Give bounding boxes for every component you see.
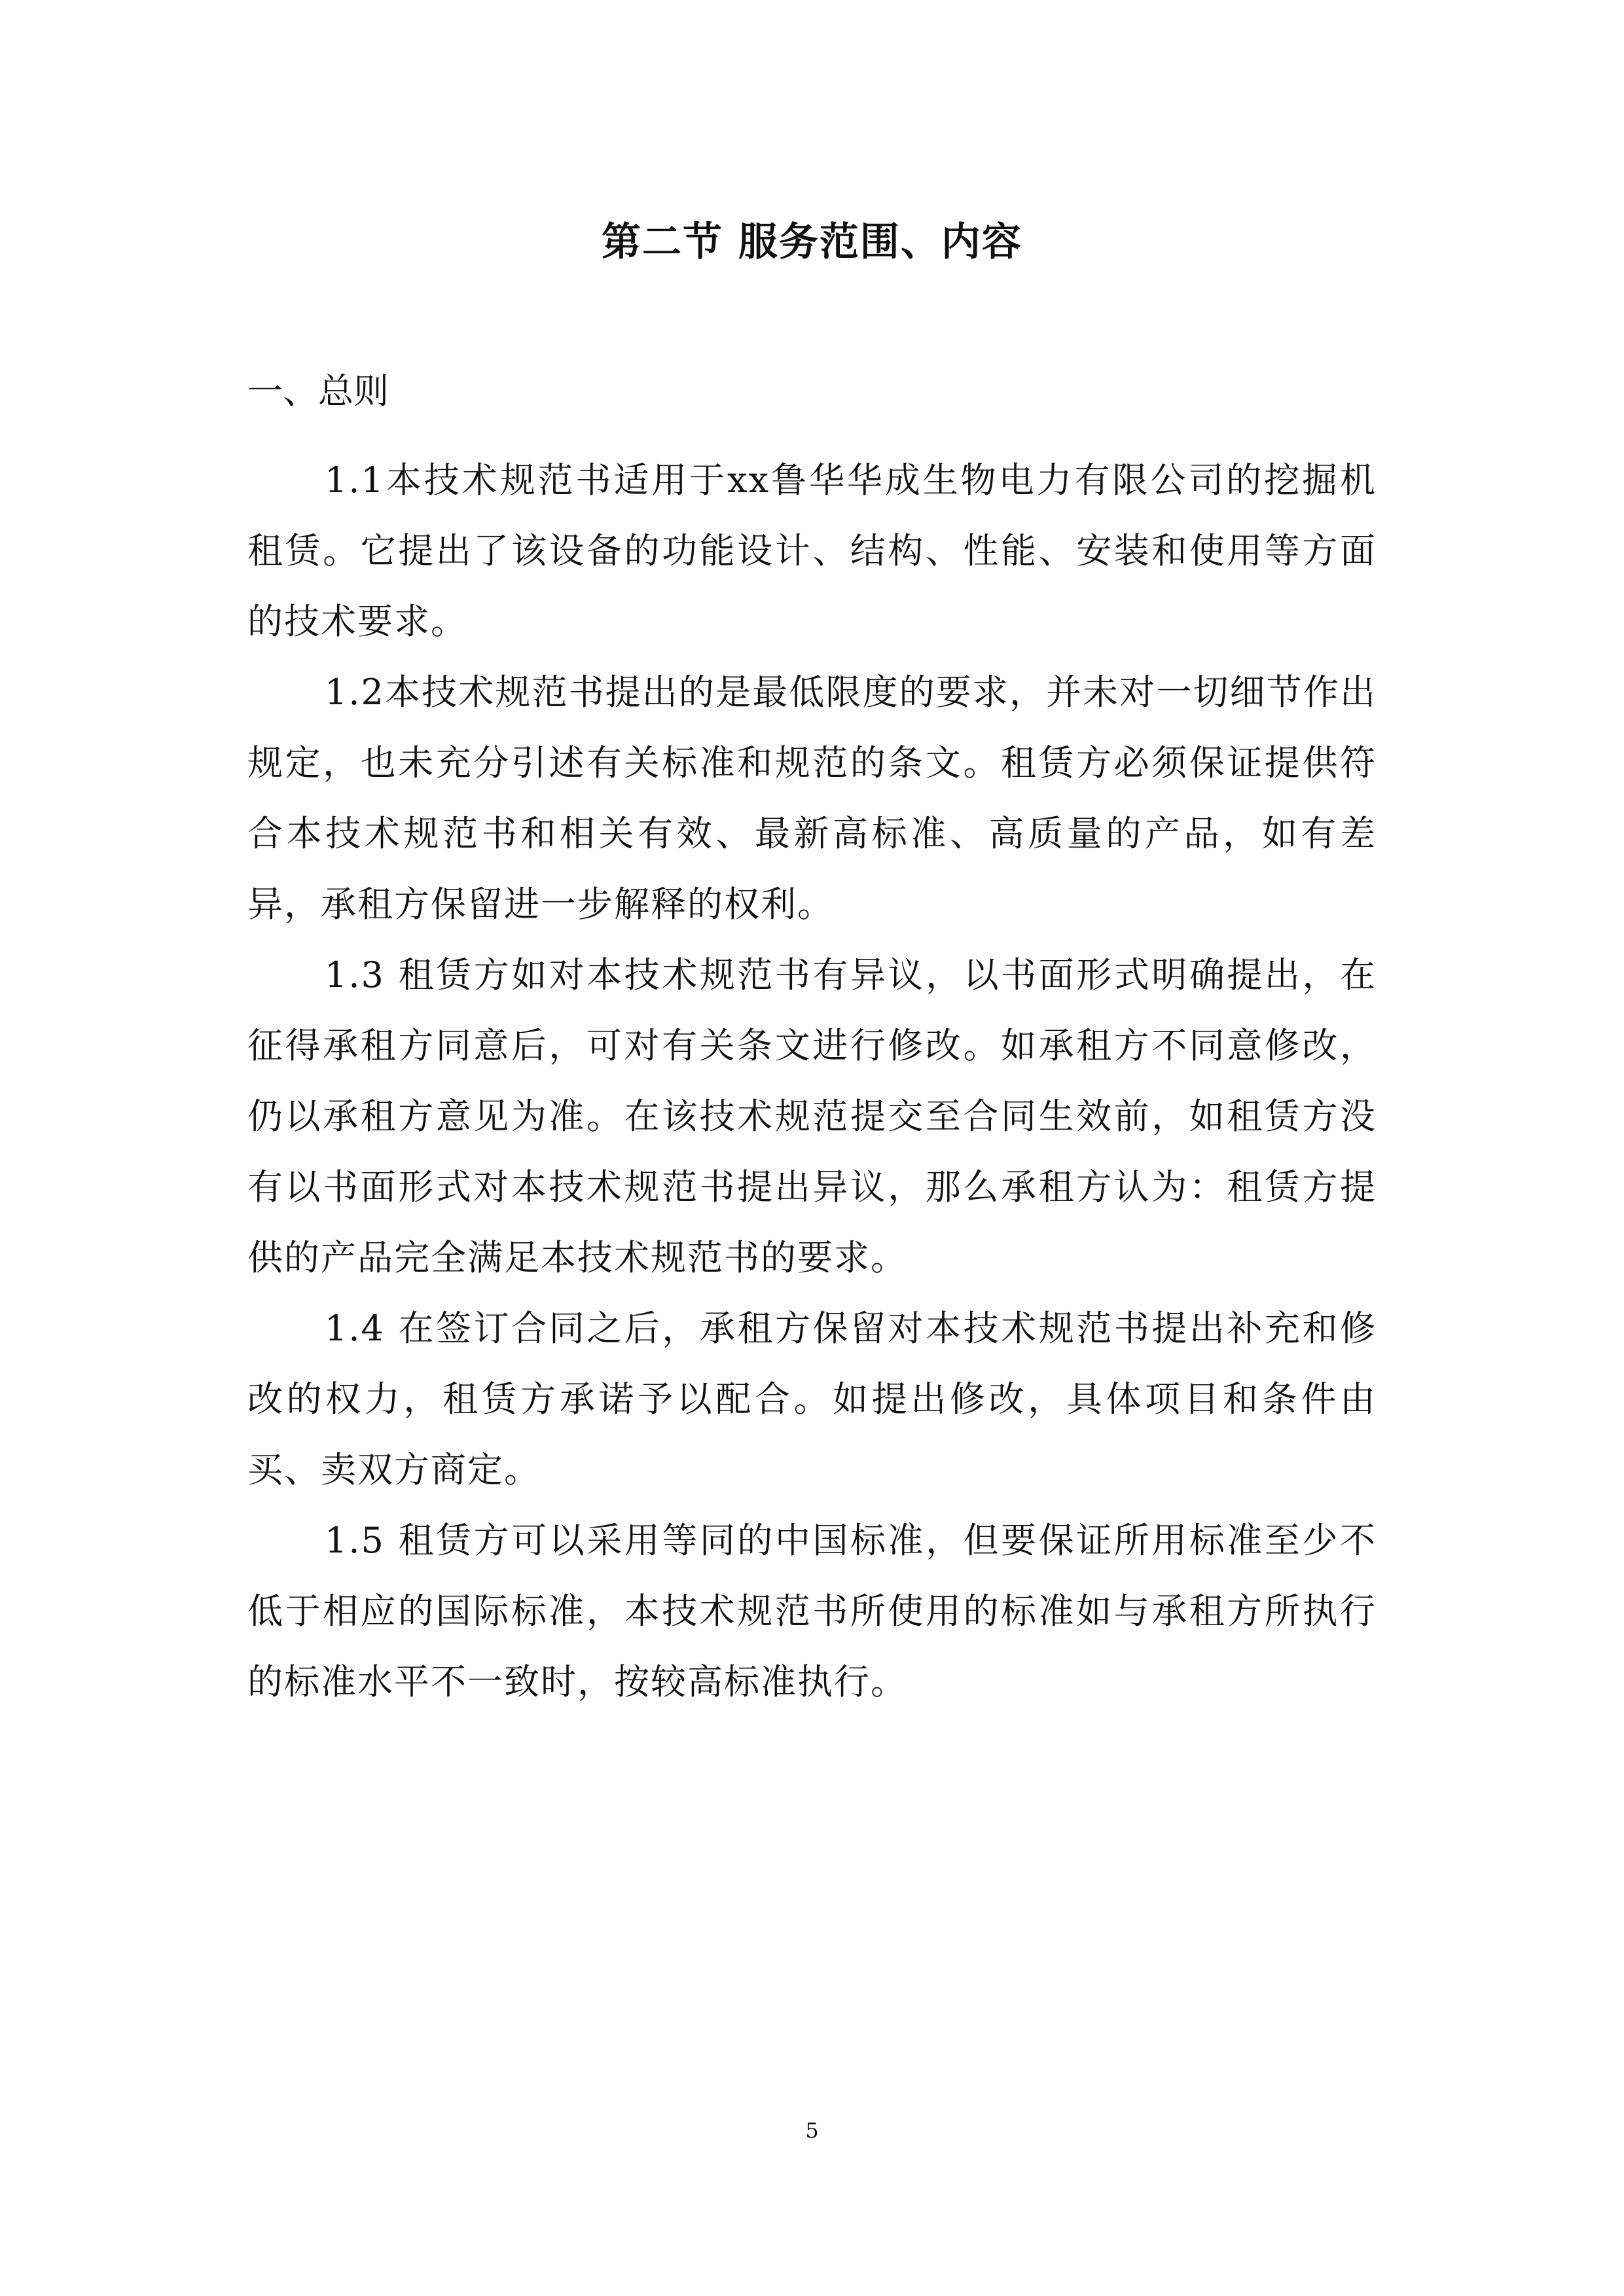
section-heading: 一、总则 [247,370,389,412]
page-title: 第二节 服务范围、内容 [602,219,1022,265]
paragraph-1-2: 1.2本技术规范书提出的是最低限度的要求，并未对一切细节作出规定，也未充分引述有关标准和规范的条文。租赁方必须保证提供符合本技术规范书和相关有效、最新高标准、高质量的产品，如有差异，承租方保留进一步解释的权利。 [247,672,1377,925]
paragraph-1-5: 1.5 租赁方可以采用等同的中国标准，但要保证所用标准至少不低于相应的国际标准，本技术规范书所使用的标准如与承租方所执行的标准水平不一致时，按较高标准执行。 [247,1520,1377,1702]
paragraph-1-3: 1.3 租赁方如对本技术规范书有异议，以书面形式明确提出，在征得承租方同意后，可对有关条文进行修改。如承租方不同意修改，仍以承租方意见为准。在该技术规范提交至合同生效前，如租赁方没有以书面形式对本技术规范书提出异议，那么承租方认为：租赁方提供的产品完全满足本技术规范书的要求。 [247,954,1377,1278]
paragraph-1-4: 1.4 在签订合同之后，承租方保留对本技术规范书提出补充和修改的权力，租赁方承诺予以配合。如提出修改，具体项目和条件由买、卖双方商定。 [247,1308,1377,1490]
paragraph-1-1: 1.1本技术规范书适用于xx鲁华华成生物电力有限公司的挖掘机租赁。它提出了该设备的功能设计、结构、性能、安装和使用等方面的技术要求。 [247,459,1377,642]
page-number: 5 [805,2118,819,2143]
body-text [247,445,1377,1717]
